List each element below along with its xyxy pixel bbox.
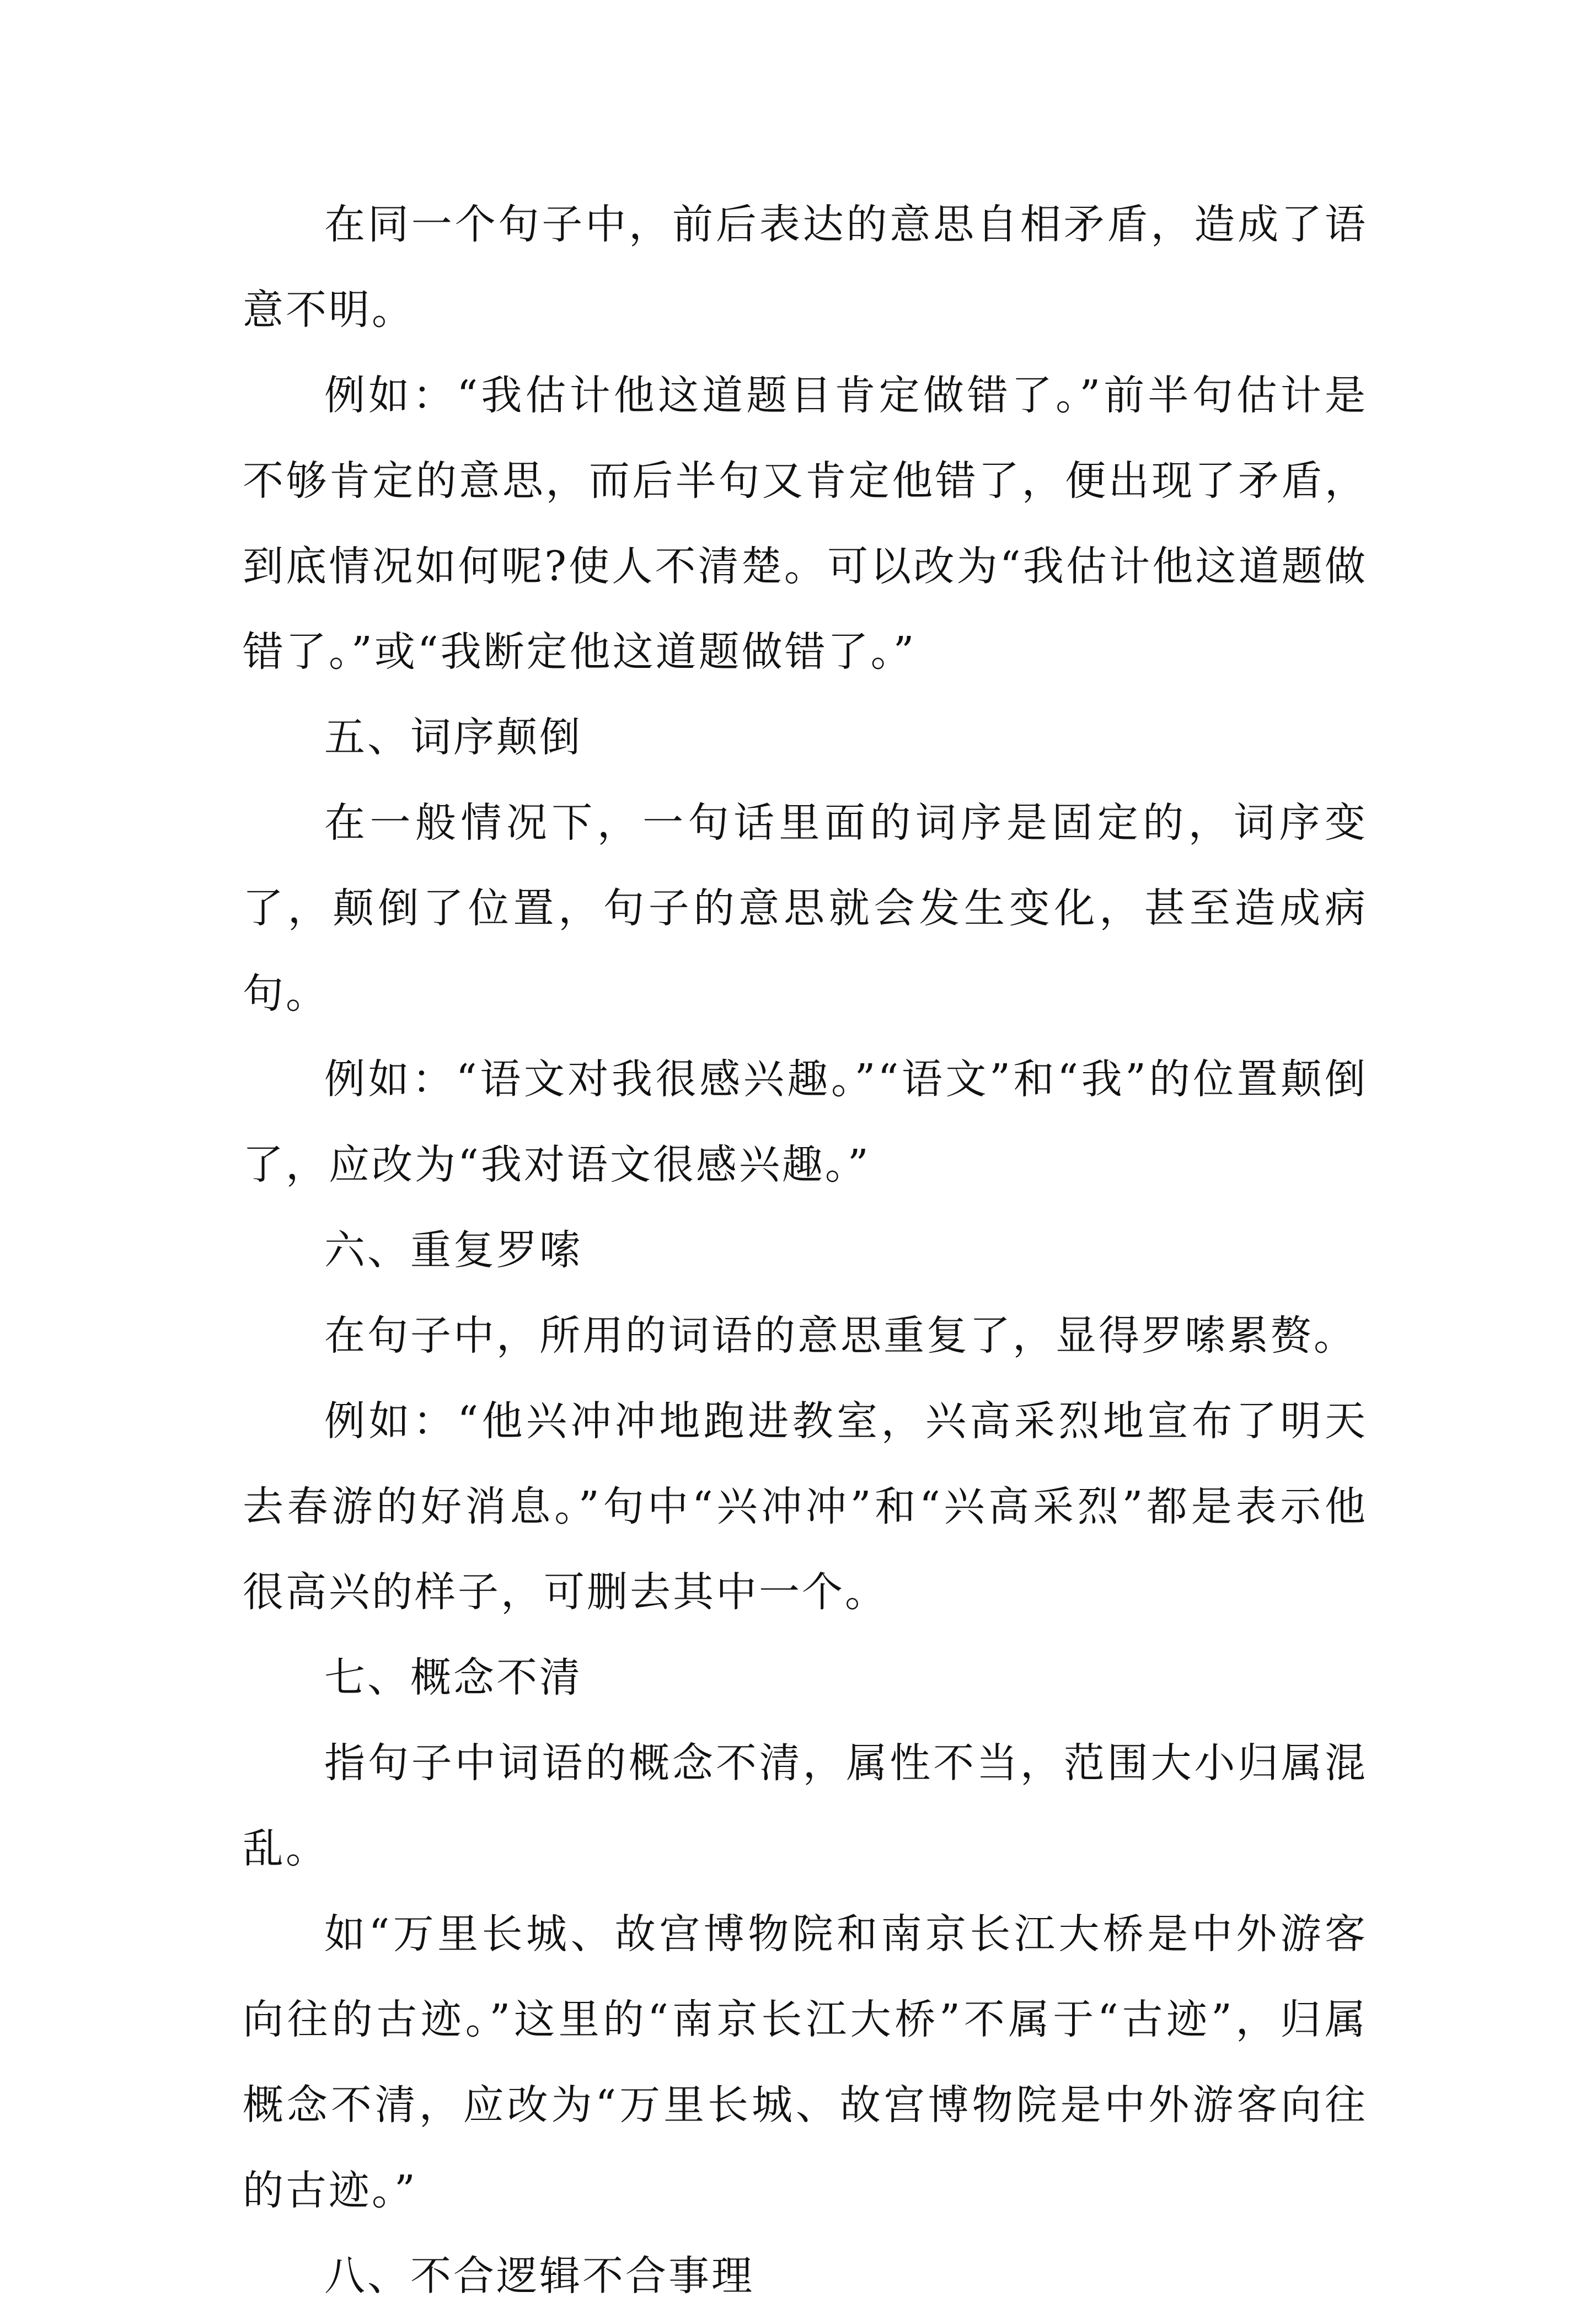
section-heading-unclear-concepts: 七、概念不清: [324, 1654, 582, 1701]
paragraph-word-order-example: 例如：“语文对我很感兴趣。”“语文”和“我”的位置颠倒了，应改为“我对语文很感兴趣。”: [243, 1056, 1368, 1188]
paragraph-redundancy-intro: 在句子中，所用的词语的意思重复了，显得罗嗦累赘。: [324, 1312, 1357, 1359]
paragraph-unclear-concepts-example: 如“万里长城、故宫博物院和南京长江大桥是中外游客向往的古迹。”这里的“南京长江大桥”不属于“古迹”，归属概念不清，应改为“万里长城、故宫博物院是中外游客向往的古迹。”: [243, 1910, 1368, 2214]
paragraph-contradiction-example: 例如：“我估计他这道题目肯定做错了。”前半句估计是不够肯定的意思，而后半句又肯定他错了，便出现了矛盾，到底情况如何呢?使人不清楚。可以改为“我估计他这道题做错了。”或“我断定他这道题做错了。”: [243, 372, 1368, 676]
section-heading-redundancy: 六、重复罗嗦: [324, 1227, 582, 1274]
paragraph-redundancy-example: 例如：“他兴冲冲地跑进教室，兴高采烈地宣布了明天去春游的好消息。”句中“兴冲冲”和“兴高采烈”都是表示他很高兴的样子，可删去其中一个。: [243, 1397, 1368, 1616]
section-heading-illogical: 八、不合逻辑不合事理: [324, 2252, 754, 2300]
paragraph-unclear-concepts-intro: 指句子中词语的概念不清，属性不当，范围大小归属混乱。: [243, 1739, 1368, 1872]
paragraph-contradiction-intro: 在同一个句子中，前后表达的意思自相矛盾，造成了语意不明。: [243, 201, 1368, 334]
paragraph-word-order-intro: 在一般情况下，一句话里面的词序是固定的，词序变了，颠倒了位置，句子的意思就会发生变化，甚至造成病句。: [243, 799, 1368, 1017]
document-body: [243, 182, 1368, 2319]
section-heading-word-order: 五、词序颠倒: [324, 714, 582, 761]
